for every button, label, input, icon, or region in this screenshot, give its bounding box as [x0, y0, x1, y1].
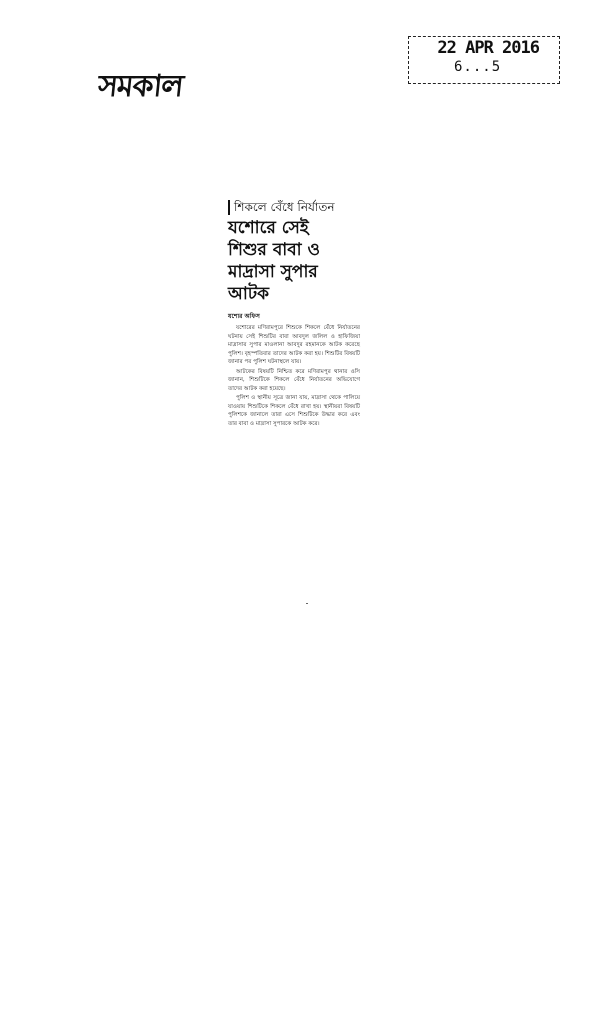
news-clipping: [228, 200, 373, 429]
scan-speck: [306, 603, 308, 604]
article-headline: যশোরে সেই শিশুর বাবা ও মাদ্রাসা সুপার আটক: [228, 218, 321, 304]
article-byline: যশোর অফিস: [228, 313, 260, 320]
date-stamp: [408, 36, 560, 84]
article-kicker: শিকলে বেঁধে নির্যাতন: [228, 200, 373, 215]
article-paragraph: যশোরের মণিরামপুরে শিশুকে শিকলে বেঁধে নির্যাতনের ঘটনায় সেই শিশুটির বাবা আবদুল জলিল ও হাফিজিয়া মাদ্রাসার সুপার মাওলানা আবদুর রহমানকে আটক করেছে পুলিশ। বৃহস্পতিবার তাদের আটক করা হয়। শিশুটির বিষয়টি জানার পর পুলিশ ঘটনাস্থলে যায়।: [228, 325, 360, 365]
article-paragraph: আটকের বিষয়টি নিশ্চিত করে মণিরামপুর থানার ওসি জানান, শিশুটিকে শিকলে বেঁধে নির্যাতনের অভিযোগে তাদের আটক করা হয়েছে।: [228, 368, 360, 392]
article-paragraph: পুলিশ ও স্থানীয় সূত্রে জানা যায়, মাদ্রাসা থেকে পালিয়ে যাওয়ায় শিশুটিকে শিকলে বেঁধে রাখা হয়। স্থানীয়রা বিষয়টি পুলিশকে জানালে তারা এসে শিশুটিকে উদ্ধার করে এবং তার বাবা ও মাদ্রাসা সুপারকে আটক করে।: [228, 395, 360, 427]
stamp-reference: 6...5: [454, 59, 502, 75]
stamp-date: 22 APR 2016: [437, 38, 539, 58]
newspaper-masthead: সমকাল: [96, 69, 185, 104]
